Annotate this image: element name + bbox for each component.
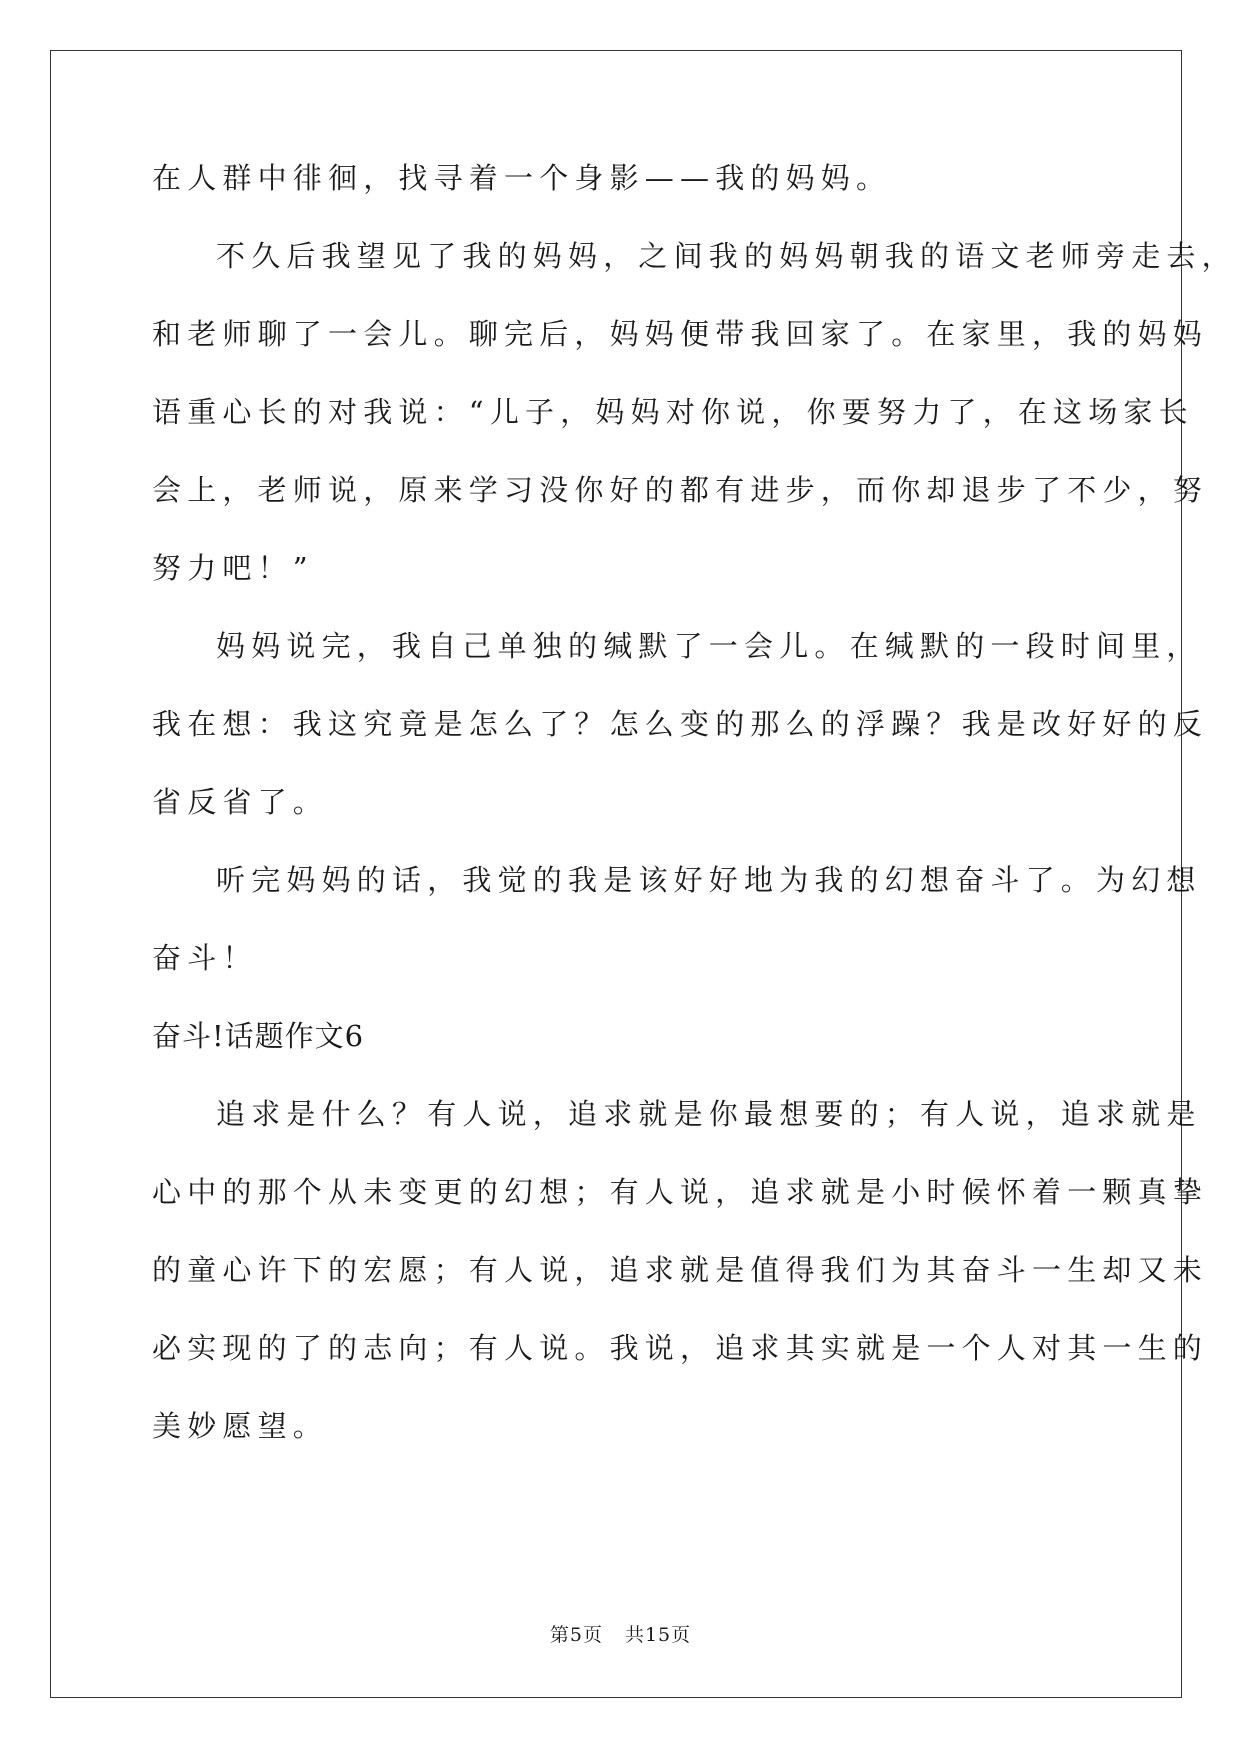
text-line: 和老师聊了一会儿。聊完后，妈妈便带我回家了。在家里，我的妈妈 (152, 317, 1209, 351)
text-line: 我在想：我这究竟是怎么了？怎么变的那么的浮躁？我是改好好的反 (152, 707, 1209, 741)
text-line: 努力吧！” (152, 551, 314, 585)
page-total: 共15页 (624, 1624, 692, 1646)
text-line: 不久后我望见了我的妈妈，之间我的妈妈朝我的语文老师旁走去， (216, 239, 1237, 273)
text-line: 追求是什么？有人说，追求就是你最想要的；有人说，追求就是 (216, 1097, 1202, 1131)
text-line: 会上，老师说，原来学习没你好的都有进步，而你却退步了不少，努 (152, 473, 1209, 507)
text-line: 省反省了。 (152, 785, 329, 819)
page-number: 第5页 (549, 1624, 603, 1646)
text-line: 心中的那个从未变更的幻想；有人说，追求就是小时候怀着一颗真挚 (152, 1175, 1209, 1209)
text-line: 美妙愿望。 (152, 1409, 329, 1443)
text-line: 语重心长的对我说：“儿子，妈妈对你说，你要努力了，在这场家长 (152, 395, 1194, 429)
text-line: 听完妈妈的话，我觉的我是该好好地为我的幻想奋斗了。为幻想 (216, 863, 1202, 897)
text-line: 必实现的了的志向；有人说。我说，追求其实就是一个人对其一生的 (152, 1331, 1209, 1365)
section-heading: 奋斗!话题作文6 (152, 1019, 365, 1053)
document-body (152, 160, 1237, 1486)
text-line: 妈妈说完，我自己单独的缄默了一会儿。在缄默的一段时间里， (216, 629, 1202, 663)
text-line: 的童心许下的宏愿；有人说，追求就是值得我们为其奋斗一生却又未 (152, 1253, 1209, 1287)
text-line: 在人群中徘徊，找寻着一个身影——我的妈妈。 (152, 161, 892, 195)
page-footer (0, 1620, 1241, 1647)
text-line: 奋斗！ (152, 941, 258, 975)
